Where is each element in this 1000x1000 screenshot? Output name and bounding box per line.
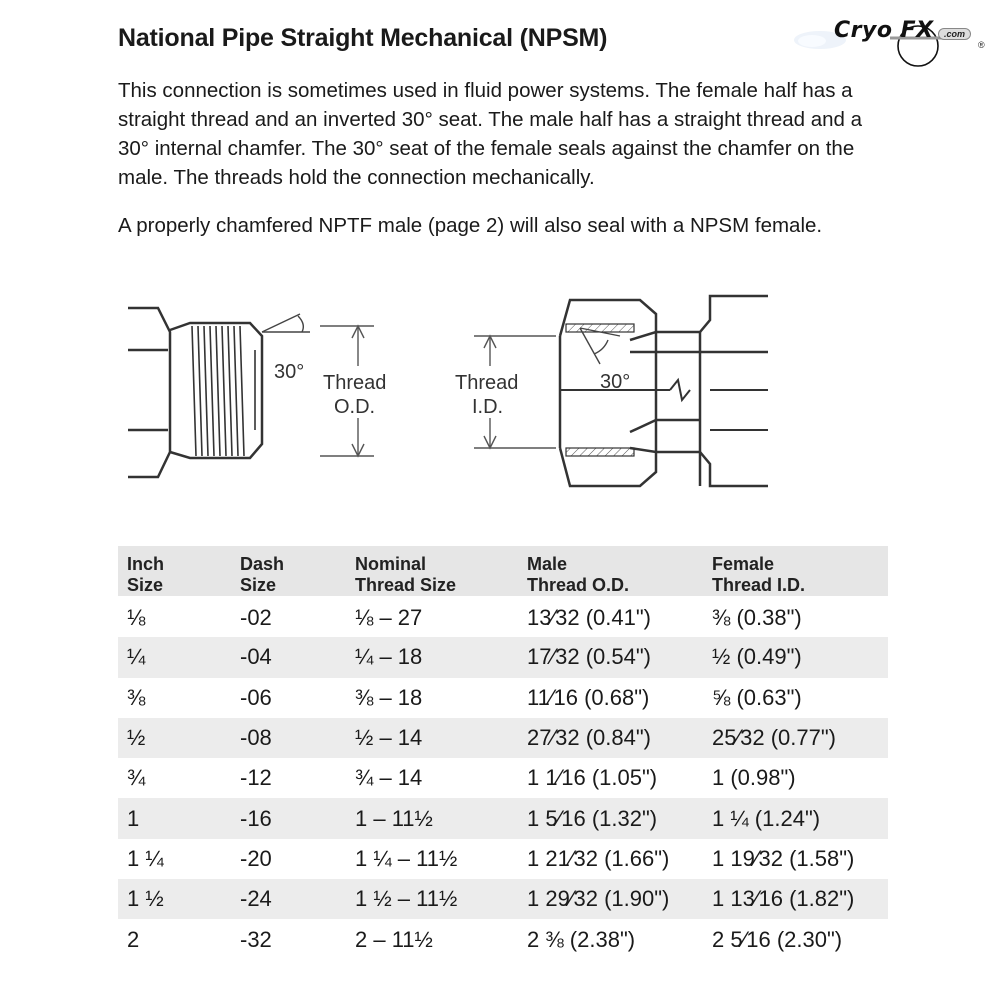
male-od-label-line1: Thread [323,372,387,394]
table-row [118,919,888,959]
cell-male-od: 1 21⁄32 (1.66") [527,845,670,871]
cell-inch-size: 1 ¼ [127,845,164,871]
cell-female-id: 25⁄32 (0.77") [703,718,888,758]
cell-nominal-thread: ⅜ – 18 [355,684,423,710]
cell-male-od: 11⁄16 (0.68") [527,684,650,710]
cell-nominal-thread: ⅛ – 27 [355,604,423,630]
female-angle-indicator [580,328,620,364]
compatibility-note: A properly chamfered NPTF male (page 2) will also seal with a NPSM female. [118,214,823,237]
header-nominal-thread-size [346,546,518,597]
cell-female-id: ⅝ (0.63") [712,684,802,710]
cell-inch-size: 1 [118,798,231,838]
cell-nominal-thread: ½ – 14 [346,718,518,758]
cell-nominal-thread: ¼ – 18 [346,637,518,677]
cell-nominal-thread: 1 – 11½ [346,798,518,838]
cryofx-logo [790,14,990,74]
cell-female-id: 1 ¼ (1.24") [703,798,888,838]
header-male-thread-od [518,546,703,597]
cell-male-od: 2 ⅜ (2.38") [527,926,636,952]
cell-dash-size: -06 [240,684,272,710]
cell-inch-size: ½ [118,718,231,758]
table-row [118,597,888,637]
cell-male-od: 1 1⁄16 (1.05") [527,765,658,791]
header-line: Size [240,575,277,595]
header-line: Inch [127,554,165,574]
cell-male-od: 1 29⁄32 (1.90") [518,879,703,919]
male-angle-indicator [262,314,310,332]
header-line: Thread Size [355,575,457,595]
cell-female-id: ½ (0.49") [703,637,888,677]
table-header-row [118,546,888,597]
male-fitting-drawing [128,308,262,477]
npsm-connection-diagram [0,280,1000,520]
cell-nominal-thread: 2 – 11½ [355,926,433,952]
male-angle-label: 30° [274,361,305,383]
cell-nominal-thread: 1 ½ – 11½ [346,879,518,919]
header-line: Thread O.D. [527,575,630,595]
header-line: Thread I.D. [712,575,806,595]
header-line: Nominal [355,554,427,574]
cell-dash-size: -12 [240,765,272,791]
cell-dash-size: -20 [240,845,272,871]
cell-male-od: 13⁄32 (0.41") [527,604,652,630]
logo-text: Cryo FX [834,18,934,43]
cell-male-od: 1 5⁄16 (1.32") [518,798,703,838]
header-line: Female [712,554,775,574]
cell-female-id: 2 5⁄16 (2.30") [712,926,843,952]
cell-nominal-thread: ¾ – 14 [355,765,423,791]
cell-inch-size: 2 [127,926,140,952]
cell-female-id: 1 13⁄16 (1.82") [703,879,888,919]
cell-dash-size: -02 [240,604,272,630]
cell-nominal-thread: 1 ¼ – 11½ [355,845,458,871]
cell-male-od: 17⁄32 (0.54") [518,637,703,677]
table-row [118,637,888,677]
table-row [118,798,888,838]
cell-dash-size: -08 [231,718,346,758]
header-line: Size [127,575,164,595]
header-line: Dash [240,554,285,574]
table-row [118,718,888,758]
logo-domain: .com [938,28,971,40]
cell-dash-size: -24 [231,879,346,919]
table-row [118,678,888,718]
header-line: Male [527,554,568,574]
cell-inch-size: ⅛ [127,604,146,630]
female-fitting-drawing [560,296,768,486]
cell-male-od: 27⁄32 (0.84") [518,718,703,758]
female-id-label-line2: I.D. [472,396,504,418]
header-female-thread-id [703,546,888,597]
cell-inch-size: 1 ½ [118,879,231,919]
female-id-label-line1: Thread [455,372,519,394]
male-od-label-line2: O.D. [334,396,376,418]
registered-mark: ® [978,40,985,50]
cell-dash-size: -32 [240,926,272,952]
cell-inch-size: ⅜ [127,684,146,710]
cell-female-id: ⅜ (0.38") [712,604,802,630]
cell-female-id: 1 19⁄32 (1.58") [712,845,855,871]
page-title: National Pipe Straight Mechanical (NPSM) [118,24,608,52]
table-row [118,839,888,879]
cell-dash-size: -16 [231,798,346,838]
cell-inch-size: ¾ [127,765,146,791]
female-angle-label: 30° [600,371,631,393]
npsm-size-table [118,546,888,960]
header-dash-size [231,546,346,597]
header-inch-size [118,546,231,597]
cell-female-id: 1 (0.98") [712,765,796,791]
cell-inch-size: ¼ [118,637,231,677]
table-row [118,758,888,798]
table-row [118,879,888,919]
cell-dash-size: -04 [231,637,346,677]
description-paragraph: This connection is sometimes used in fluid power systems. The female half has a straight thread and an inverted 30° seat. The male half has a straight thread and a 30° internal chamfer. The 30° seat of the female seals against the chamfer on the male. The threads hold the connection mechanically. [118,79,863,189]
